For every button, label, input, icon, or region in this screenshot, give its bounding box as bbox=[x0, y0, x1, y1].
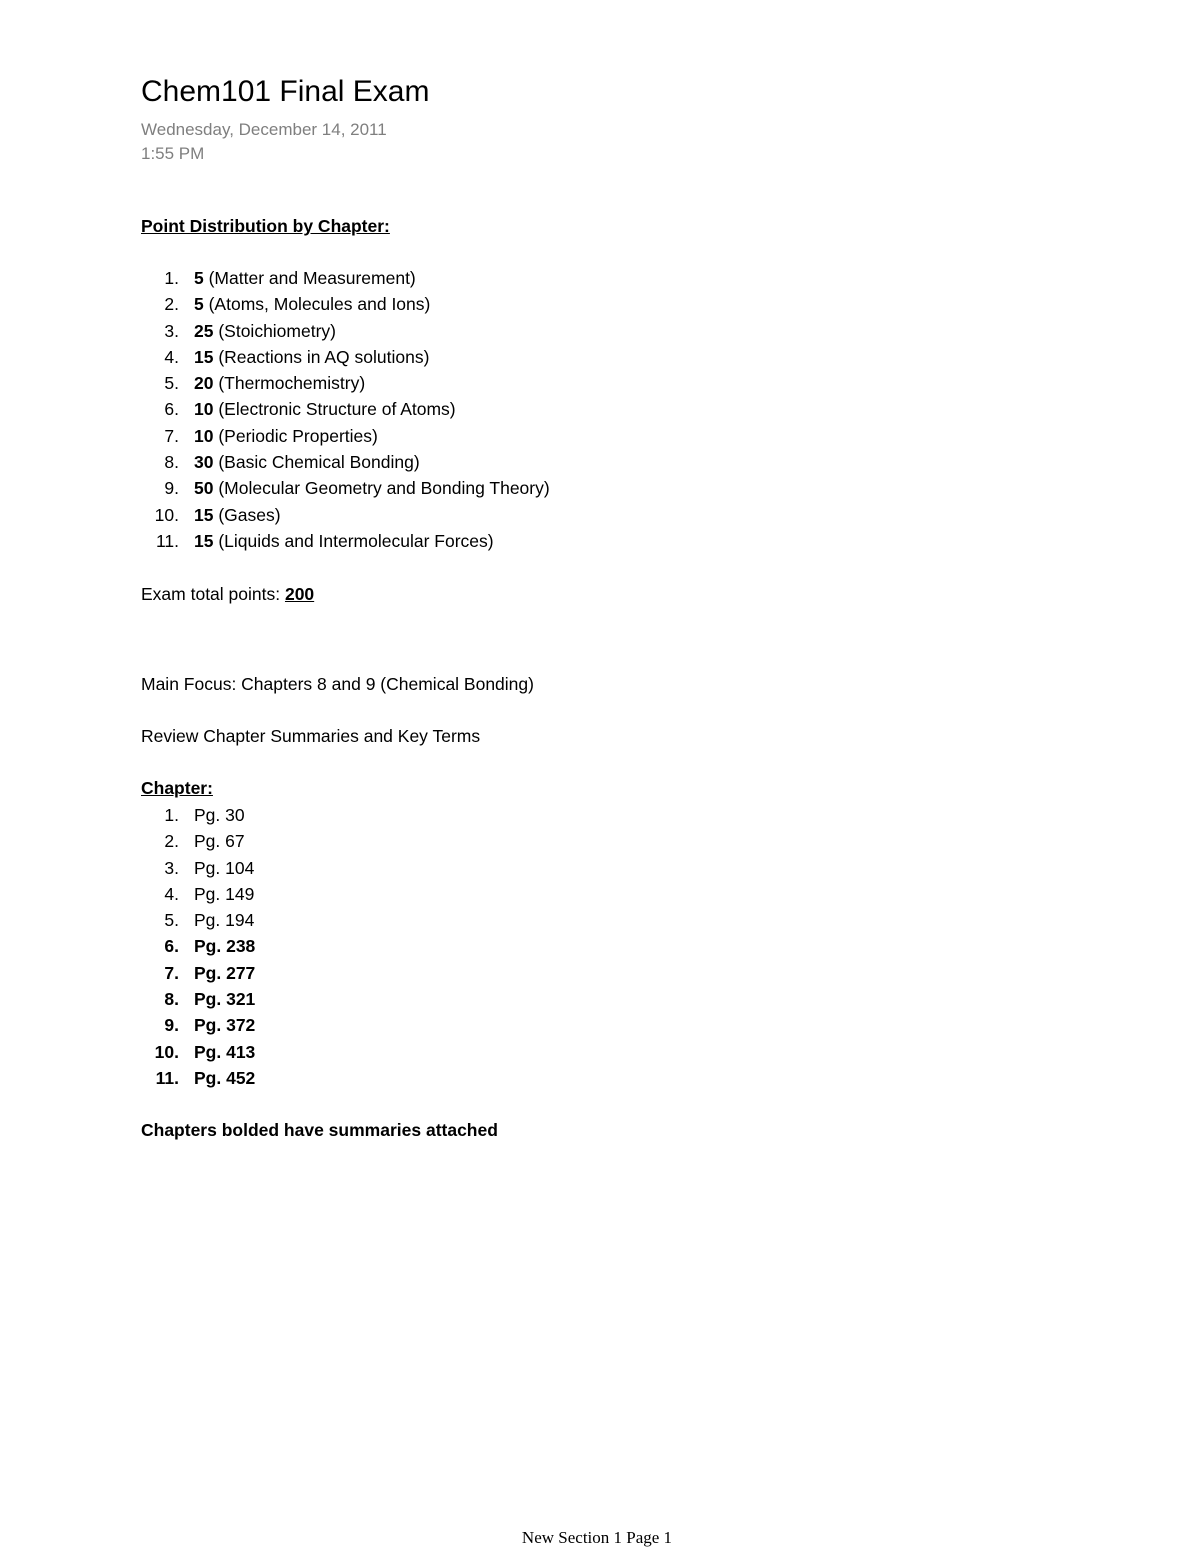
points-value: 15 bbox=[194, 504, 214, 525]
points-value: 5 bbox=[194, 268, 204, 288]
points-value: 5 bbox=[194, 294, 204, 315]
footer-text: New Section 1 Page 1 bbox=[521, 1528, 673, 1547]
list-text bbox=[194, 346, 429, 368]
list-number: 3. bbox=[164, 320, 179, 341]
list-number: 4. bbox=[164, 883, 179, 904]
list-text bbox=[194, 530, 494, 552]
list-number: 6. bbox=[164, 399, 179, 420]
point-distribution-heading: Point Distribution by Chapter: bbox=[141, 216, 390, 236]
chapter-topic: (Molecular Geometry and Bonding Theory) bbox=[213, 478, 550, 499]
list-number: 9. bbox=[164, 478, 179, 499]
list-text bbox=[194, 398, 456, 420]
note-date: Wednesday, December 14, 2011 bbox=[141, 120, 387, 139]
list-number: 8. bbox=[164, 989, 179, 1010]
chapter-topic: (Liquids and Intermolecular Forces) bbox=[213, 530, 494, 551]
chapter-topic: (Electronic Structure of Atoms) bbox=[213, 399, 456, 420]
page-footer bbox=[0, 1527, 1200, 1549]
chapter-topic: (Atoms, Molecules and Ions) bbox=[203, 294, 431, 315]
list-number: 8. bbox=[164, 452, 179, 473]
chapter-page: Pg. 372 bbox=[194, 1015, 256, 1036]
exam-total bbox=[141, 583, 314, 605]
list-number: 5. bbox=[164, 373, 179, 394]
chapter-topic: (Gases) bbox=[213, 504, 281, 525]
list-number: 10. bbox=[154, 504, 179, 525]
list-text bbox=[194, 425, 378, 447]
chapter-page: Pg. 149 bbox=[194, 883, 255, 904]
list-text bbox=[194, 372, 365, 394]
chapter-page: Pg. 413 bbox=[194, 1041, 256, 1062]
list-text bbox=[194, 477, 550, 499]
list-number: 7. bbox=[164, 425, 179, 446]
chapter-page: Pg. 104 bbox=[194, 857, 255, 878]
chapter-topic: (Basic Chemical Bonding) bbox=[213, 452, 420, 473]
review-note: Review Chapter Summaries and Key Terms bbox=[141, 726, 481, 746]
page-title: Chem101 Final Exam bbox=[141, 75, 430, 108]
points-value: 30 bbox=[194, 452, 214, 473]
chapter-page: Pg. 277 bbox=[194, 962, 256, 983]
chapter-topic: (Thermochemistry) bbox=[213, 373, 366, 394]
points-value: 10 bbox=[194, 425, 214, 446]
exam-total-label: Exam total points: bbox=[141, 584, 285, 604]
list-text bbox=[194, 504, 281, 526]
list-number: 1. bbox=[164, 268, 179, 288]
points-value: 10 bbox=[194, 399, 214, 420]
points-value: 50 bbox=[194, 478, 214, 499]
note-time: 1:55 PM bbox=[141, 144, 205, 163]
list-number: 1. bbox=[164, 805, 179, 825]
list-text bbox=[194, 320, 336, 342]
main-focus: Main Focus: Chapters 8 and 9 (Chemical Bonding) bbox=[141, 674, 534, 694]
chapter-topic: (Periodic Properties) bbox=[213, 425, 378, 446]
list-text bbox=[194, 267, 416, 289]
points-value: 15 bbox=[194, 346, 214, 367]
list-number: 9. bbox=[164, 1015, 179, 1036]
bold-note: Chapters bolded have summaries attached bbox=[141, 1120, 498, 1140]
list-number: 3. bbox=[164, 857, 179, 878]
list-number: 2. bbox=[164, 294, 179, 315]
points-value: 25 bbox=[194, 320, 214, 341]
list-number: 7. bbox=[164, 962, 179, 983]
list-text bbox=[194, 451, 420, 473]
chapter-page: Pg. 194 bbox=[194, 910, 255, 931]
exam-total-value: 200 bbox=[284, 584, 315, 604]
chapter-page: Pg. 67 bbox=[194, 831, 245, 852]
chapter-page: Pg. 321 bbox=[194, 989, 256, 1010]
list-number: 6. bbox=[164, 936, 179, 957]
list-number: 5. bbox=[164, 910, 179, 931]
points-value: 15 bbox=[194, 530, 214, 551]
chapter-page: Pg. 30 bbox=[194, 805, 245, 825]
chapter-heading: Chapter: bbox=[141, 778, 213, 798]
chapter-page: Pg. 452 bbox=[194, 1067, 256, 1088]
list-number: 11. bbox=[155, 1067, 179, 1088]
chapter-topic: (Reactions in AQ solutions) bbox=[213, 346, 430, 367]
list-text bbox=[194, 293, 430, 315]
list-number: 4. bbox=[164, 346, 179, 367]
points-value: 20 bbox=[194, 373, 214, 394]
list-number: 11. bbox=[155, 530, 179, 551]
chapter-page: Pg. 238 bbox=[194, 936, 256, 957]
chapter-topic: (Stoichiometry) bbox=[213, 320, 336, 341]
list-number: 10. bbox=[154, 1041, 179, 1062]
chapter-topic: (Matter and Measurement) bbox=[203, 268, 416, 288]
list-number: 2. bbox=[164, 831, 179, 852]
